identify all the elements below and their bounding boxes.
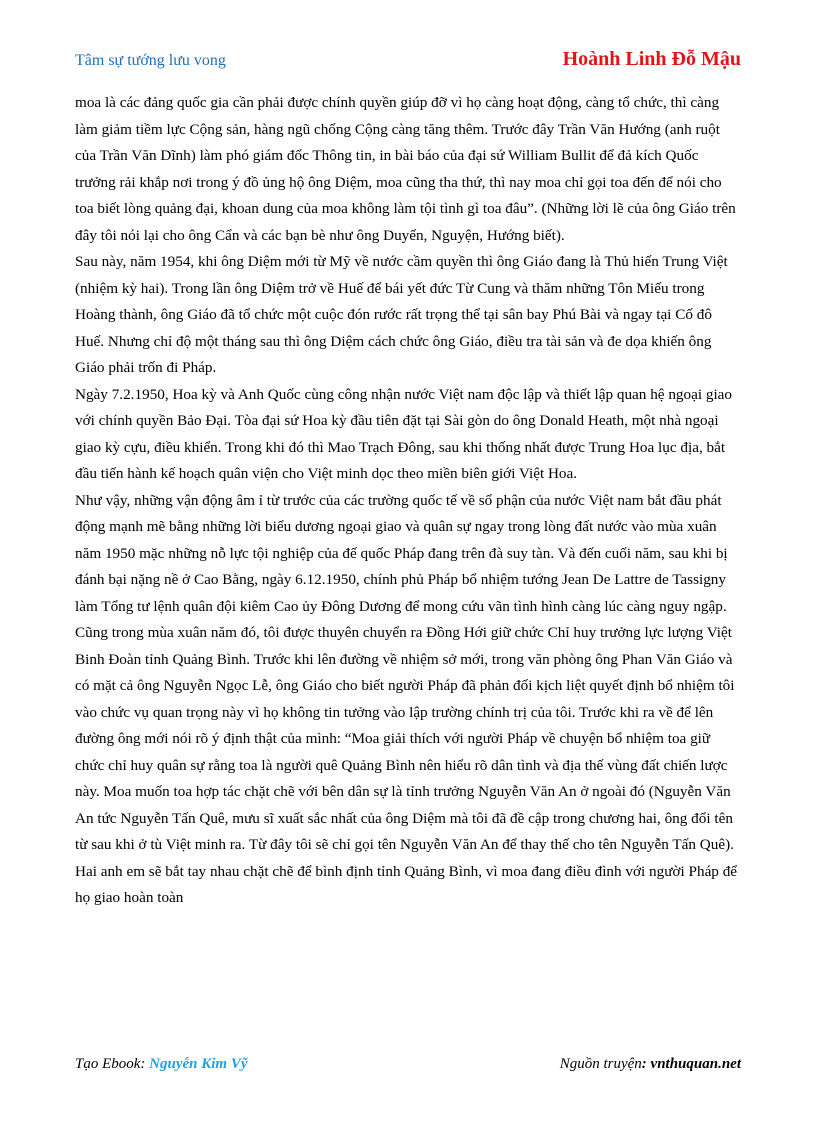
author-name: Hoành Linh Đỗ Mậu (562, 48, 741, 70)
source-credit (560, 1056, 741, 1073)
paragraph: Sau này, năm 1954, khi ông Diệm mới từ Mỹ về nước cầm quyền thì ông Giáo đang là Thủ hiến Trung Việt (nhiệm kỳ hai). Trong lần ông Diệm trở về Huế để bái yết đức Từ Cung và thăm những Tôn Miếu trong Hoàng thành, ông Giáo đã tổ chức một cuộc đón rước rất trọng thể tại sân bay Phú Bài và ngay tại Cố đô Huế. Nhưng chỉ độ một tháng sau thì ông Diệm cách chức ông Giáo, điều tra tài sản và đe dọa khiến ông Giáo phải trốn đi Pháp. (75, 253, 728, 376)
source-label: Nguồn truyện (559, 1056, 642, 1072)
page-header (75, 48, 741, 71)
paragraph: Cũng trong mùa xuân năm đó, tôi được thuyên chuyển ra Đồng Hới giữ chức Chỉ huy trưởng lực lượng Việt Binh Đoàn tỉnh Quảng Bình. Trước khi lên đường về nhiệm sở mới, trong văn phòng ông Phan Văn Giáo và có mặt cả ông Nguyễn Ngọc Lễ, ông Giáo cho biết người Pháp đã phản đối kịch liệt quyết định bổ nhiệm tôi vào chức vụ quan trọng này vì họ không tin tưởng vào lập trường chính trị của tôi. Trước khi ra về để lên đường ông mới nói rõ ý định thật của mình: “Moa giải thích với người Pháp về chuyện bổ nhiệm toa giữ chức chỉ huy quân sự rằng toa là người quê Quảng Bình nên hiểu rõ dân tình và địa thế vùng đất chiến lược này. Moa muốn toa hợp tác chặt chẽ với bên dân sự là tỉnh trưởng Nguyễn Văn An ở ngoài đó (Nguyễn Văn An tức Nguyễn Tấn Quê, mưu sĩ xuất sắc nhất của ông Diệm mà tôi đã đề cập trong chương hai, ông đổi tên từ sau khi ở tù Việt minh ra. Từ đây tôi sẽ chỉ gọi tên Nguyễn Văn An để thay thế cho tên Nguyễn Tấn Quê). Hai anh em sẽ bắt tay nhau chặt chẽ để bình định tỉnh Quảng Bình, vì moa đang điều đình với người Pháp để họ giao hoàn toàn (75, 624, 738, 906)
book-title: Tâm sự tướng lưu vong (75, 52, 226, 69)
source-site: vnthuquan.net (650, 1056, 741, 1072)
ebook-creator: Nguyễn Kim Vỹ (149, 1056, 248, 1072)
ebook-separator: : (140, 1056, 150, 1072)
page-body (75, 90, 742, 912)
ebook-label: Tạo Ebook (75, 1056, 141, 1072)
paragraph: Ngày 7.2.1950, Hoa kỳ và Anh Quốc cùng công nhận nước Việt nam độc lập và thiết lập quan hệ ngoại giao với chính quyền Bảo Đại. Tòa đại sứ Hoa kỳ đầu tiên đặt tại Sài gòn do ông Donald Heath, một nhà ngoại giao kỳ cựu, điều khiển. Trong khi đó thì Mao Trạch Đông, sau khi thống nhất được Trung Hoa lục địa, bắt đầu tiến hành kế hoạch quân viện cho Việt minh dọc theo miền biên giới Việt Hoa. (75, 385, 733, 482)
ebook-credit (75, 1056, 248, 1073)
source-separator: : (641, 1056, 651, 1072)
paragraph: Như vậy, những vận động âm ỉ từ trước của các trường quốc tế về số phận của nước Việt nam bắt đầu phát động mạnh mẽ bằng những lời biểu dương ngoại giao và quân sự ngay trong lòng đất nước vào mùa xuân năm 1950 mặc những nỗ lực tội nghiệp của đế quốc Pháp đang trên đà suy tàn. Và đến cuối năm, sau khi bị đánh bại nặng nề ở Cao Bằng, ngày 6.12.1950, chính phủ Pháp bổ nhiệm tướng Jean De Lattre de Tassigny làm Tổng tư lệnh quân đội kiêm Cao ủy Đông Dương để mong cứu vãn tình hình càng lúc càng nguy ngập. (75, 491, 728, 615)
paragraph: moa là các đảng quốc gia cần phải được chính quyền giúp đỡ vì họ càng hoạt động, càng tổ chức, thì càng làm giảm tiềm lực Cộng sản, hàng ngũ chống Cộng càng tăng thêm. Trước đây Trần Văn Hướng (anh ruột của Trần Văn Dĩnh) làm phó giám đốc Thông tin, in bài báo của đại sứ William Bullit để đả kích Quốc trưởng rải khắp nơi trong ý đồ ủng hộ ông Diệm, moa cũng tha thứ, thì nay moa chỉ gọi toa đến để nói cho toa biết lòng quảng đại, khoan dung của moa không làm tội tình gì toa đâu”. (Những lời lẽ của ông Giáo trên đây tôi nói lại cho ông Cẩn và các bạn bè như ông Duyến, Nguyện, Hướng biết). (75, 94, 736, 244)
page-footer (75, 1056, 741, 1073)
